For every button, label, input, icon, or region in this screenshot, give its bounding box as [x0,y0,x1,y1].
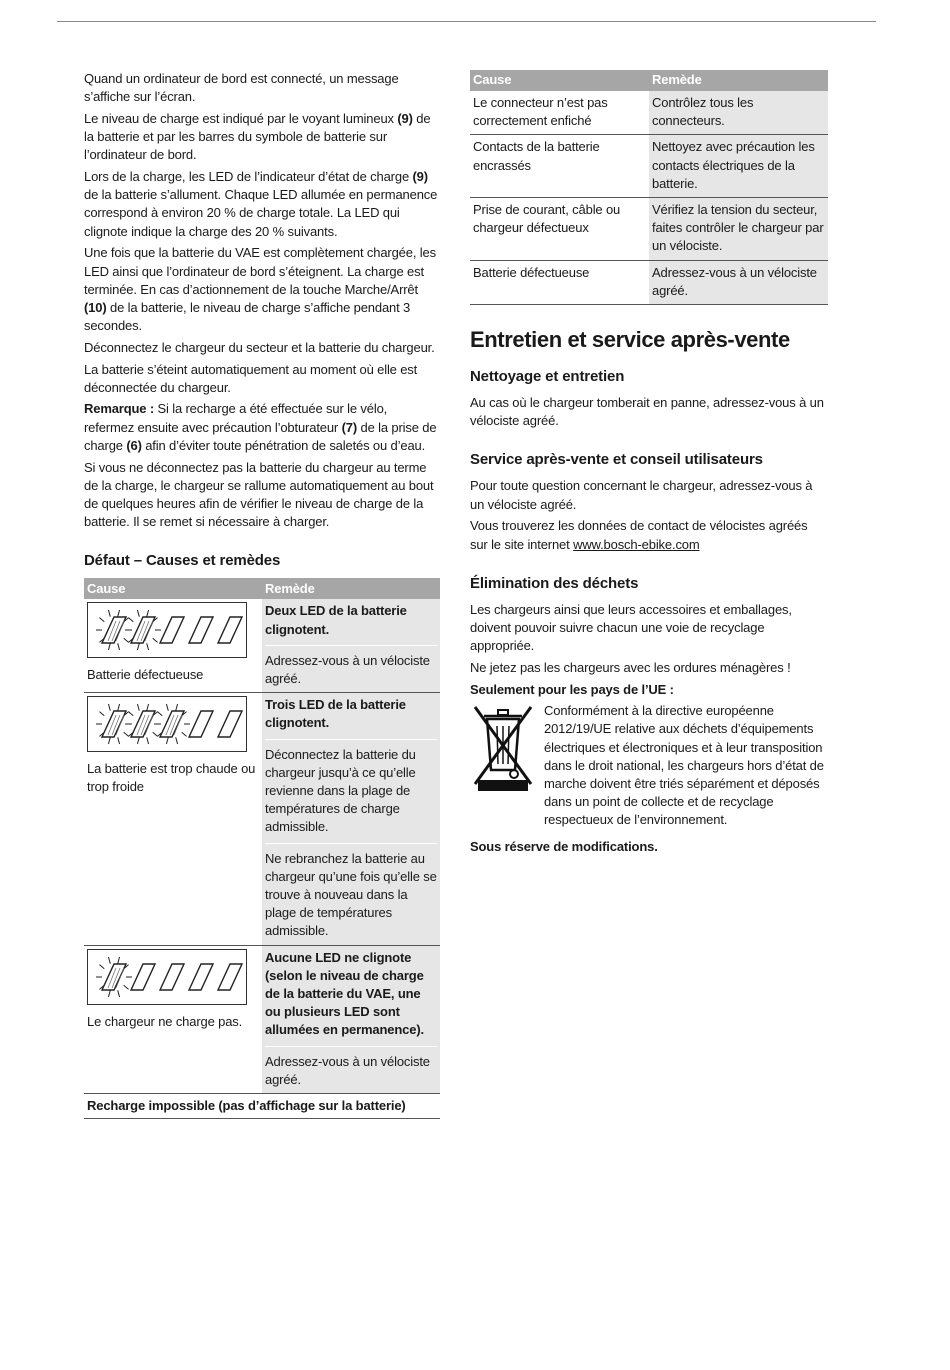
remedy-cell [262,945,440,1093]
table-row [84,693,440,945]
led-graphic [88,950,246,1004]
remedy-cell: Vérifiez la tension du secteur, faites contrôler le chargeur par un vélociste. [649,198,828,261]
remedy-text: Adressez-vous à un vélociste agréé. [265,645,437,688]
disposal-text-1: Les chargeurs ainsi que leurs accessoires et emballages, doivent pouvoir suivre chacun une voie de recyclage appropriée. [470,601,792,654]
fault-heading: Défaut – Causes et remèdes [84,552,281,570]
cause-cell: Batterie défectueuse [470,260,649,304]
led-bar [131,711,155,737]
cause-text: Le chargeur ne charge pas. [87,1013,243,1029]
paragraph-connected: Quand un ordinateur de bord est connecté, un message s’affiche sur l’écran. [84,71,399,105]
table-row [84,945,440,1093]
paragraph-remark: Remarque : Si la recharge a été effectuée sur le vélo, refermez ensuite avec précaution l’obturateur (7) de la prise de charge (6) afin d’éviter toute pénétration de saletés ou d’eau. [84,401,437,453]
remedy-bold: Deux LED de la batterie clignotent. [265,603,407,637]
led-bar [218,617,242,643]
cause-cell: Contacts de la batterie encrassés [470,135,649,198]
led-bar [102,711,126,737]
led-graphic [88,697,246,751]
section-title: Entretien et service après-vente [470,327,790,353]
fault-table-head-cause: Cause [84,578,262,599]
cause-cell: Prise de courant, câble ou chargeur défectueux [470,198,649,261]
remedy-cell [262,599,440,692]
led-graphic [88,603,246,657]
table-head-cause: Cause [470,70,649,91]
cause-remedy-table [470,70,828,305]
remedy-text: Déconnectez la batterie du chargeur jusqu’à ce qu’elle revienne dans la plage de températures de charge admissible. [265,739,437,837]
paragraph-led-charging: Lors de la charge, les LED de l’indicateur d’état de charge (9) de la batterie s’allument. Chaque LED allumée en permanence correspond à environ 20 % de charge totale. La LED qui clignote indique la charge des 20 % suivants. [84,169,438,239]
battery-led-indicator-icon [87,949,247,1005]
table-row [470,135,828,198]
led-bar [160,964,184,990]
disposal-text-2: Ne jetez pas les chargeurs avec les ordures ménagères ! [470,659,791,675]
cause-cell [84,599,262,692]
table-row [84,1094,440,1119]
table-head-remedy: Remède [649,70,828,91]
remedy-cell: Contrôlez tous les connecteurs. [649,91,828,135]
led-bar [160,711,184,737]
paragraph-auto-off: La batterie s’éteint automatiquement au moment où elle est déconnectée du chargeur. [84,361,418,395]
remedy-text: Adressez-vous à un vélociste agréé. [265,1046,437,1089]
service-text-1: Pour toute question concernant le chargeur, adressez-vous à un vélociste agréé. [470,478,813,512]
cause-text: Batterie défectueuse [87,667,204,683]
eu-directive-text: Conformément à la directive européenne 2012/19/UE relative aux déchets d’équipements électriques et électroniques et à leur transposition dans le droit national, les chargeurs hors d’état de marche doivent être triés séparément et déposés dans un point de collecte et de recyclage respectueux de l’environnement. [544,703,824,828]
remedy-cell: Adressez-vous à un vélociste agréé. [649,260,828,304]
battery-led-indicator-icon [87,696,247,752]
top-rule [57,21,876,22]
led-bar [218,711,242,737]
cause-cell [84,693,262,945]
battery-led-indicator-icon [87,602,247,658]
cleaning-text: Au cas où le chargeur tomberait en panne, adressez-vous à un vélociste agréé. [470,395,824,429]
cause-cell [84,945,262,1093]
led-bar [131,617,155,643]
paragraph-disconnect: Déconnectez le chargeur du secteur et la batterie du chargeur. [84,339,435,355]
last-row-text: Recharge impossible (pas d’affichage sur la batterie) [84,1094,440,1119]
remedy-bold: Trois LED de la batterie clignotent. [265,697,406,731]
fault-table-head-remedy: Remède [262,578,440,599]
table-row [470,260,828,304]
disposal-heading: Élimination des déchets [470,574,639,592]
led-bar [189,964,213,990]
cause-text: La batterie est trop chaude ou trop froide [87,761,256,795]
service-heading: Service après-vente et conseil utilisateurs [470,451,763,469]
reserve-text: Sous réserve de modifications. [470,838,658,854]
fault-table [84,578,440,1119]
remedy-bold: Aucune LED ne clignote (selon le niveau de charge de la batterie du VAE, une ou plusieurs LED sont allumées en permanence). [265,949,424,1038]
remedy-cell [262,693,440,945]
led-bar [160,617,184,643]
led-bar [189,711,213,737]
left-column [84,70,440,1119]
led-bar [102,617,126,643]
remedy-cell: Nettoyez avec précaution les contacts électriques de la batterie. [649,135,828,198]
led-bar [131,964,155,990]
weee-block [470,702,828,829]
paragraph-recheck: Si vous ne déconnectez pas la batterie du chargeur au terme de la charge, le chargeur se rallume automatiquement au bout de quelques heures afin de vérifier le niveau de charge de la batterie. Il se remet si nécessaire à charger. [84,459,434,530]
cleaning-heading: Nettoyage et entretien [470,368,625,386]
table-row [470,198,828,261]
remedy-text: Ne rebranchez la batterie au chargeur qu’une fois qu’elle se trouve à nouveau dans la plage de températures admissible. [265,843,437,941]
paragraph-charge-level: Le niveau de charge est indiqué par le voyant lumineux (9) de la batterie et par les barres du symbole de batterie sur l’ordinateur de bord. [84,110,431,163]
right-column [470,70,828,859]
service-text-2: Vous trouverez les données de contact de vélocistes agréés sur le site internet www.bosch-ebike.com [470,518,808,552]
led-bar [218,964,242,990]
led-bar [189,617,213,643]
led-bar [102,964,126,990]
crossed-out-wheelie-bin-icon [470,702,536,829]
cause-cell: Le connecteur n’est pas correctement enfiché [470,91,649,135]
table-row [84,599,440,692]
table-row [470,91,828,135]
bosch-ebike-link[interactable]: www.bosch-ebike.com [573,536,700,552]
paragraph-fully-charged: Une fois que la batterie du VAE est complètement chargée, les LED ainsi que l’ordinateur de bord s’éteignent. La charge est terminée. En cas d’actionnement de la touche Marche/Arrêt (10) de la batterie, le niveau de charge s’affiche pendant 3 secondes. [84,245,436,334]
eu-only-label: Seulement pour les pays de l’UE : [470,681,674,697]
